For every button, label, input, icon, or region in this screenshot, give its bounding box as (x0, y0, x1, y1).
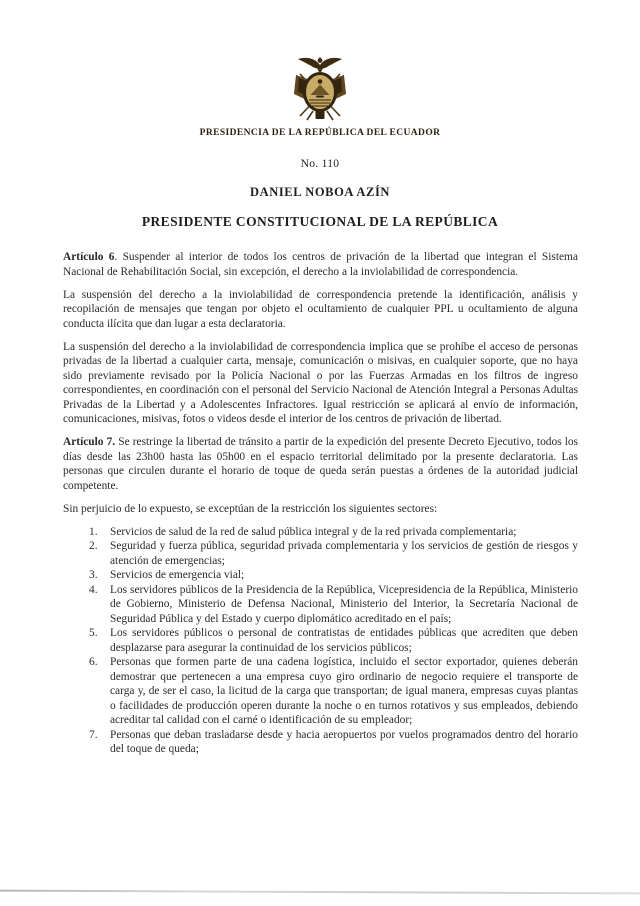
list-item-number: 1. (89, 525, 98, 538)
list-item (63, 539, 578, 568)
decree-number: No. 110 (300, 158, 340, 170)
page-bottom-scan-edge (0, 890, 640, 895)
list-item (63, 568, 578, 583)
list-item-number: 7. (89, 728, 98, 741)
president-name: DANIEL NOBOA AZÍN (249, 185, 391, 199)
document-header (0, 0, 640, 230)
institution-name: PRESIDENCIA DE LA REPÚBLICA DEL ECUADOR (199, 128, 441, 138)
article-6-label: Artículo 6 (63, 251, 115, 263)
article-7-paragraph (63, 435, 578, 493)
list-item-text: Servicios de emergencia vial; (110, 569, 245, 581)
list-item-text: Personas que deban trasladarse desde y hacia aeropuertos por vuelos programados dentro del horario del toque de queda; (110, 728, 578, 755)
list-item-text: Personas que formen parte de una cadena logística, incluido el sector exportador, quienes deberán demostrar que pertenecen a una empresa cuyo giro ordinario de negocio requiere el transporte de carga y, de ser el caso, la licitud de la carga que transportan; de igual manera, empresas cuyas plantas o facilidades de producción operen durante la noche o en turnos rotativos y sus empleados, debiendo acreditar tal calidad con el carné o identificación de su empleador; (110, 656, 578, 726)
list-item (63, 728, 578, 757)
list-item-text: Seguridad y fuerza pública, seguridad privada complementaria y los servicios de gestión de riesgos y atención de emergencias; (110, 540, 578, 567)
article-6-paragraph (63, 250, 578, 279)
article-6-text: . Suspender al interior de todos los centros de privación de la libertad que integran el Sistema Nacional de Rehabilitación Social, sin excepción, el derecho a la inviolabilidad de correspondencia. (63, 251, 578, 278)
list-item-text: Servicios de salud de la red de salud pública integral y de la red privada complementaria; (110, 525, 517, 538)
list-item-number: 6. (89, 656, 98, 668)
article-7-label: Artículo 7. (63, 436, 116, 448)
paragraph-correspondence-implication: La suspensión del derecho a la inviolabilidad de correspondencia implica que se prohíbe el acceso de personas privadas de la libertad a cualquier carta, mensaje, comunicación o misivas, en cualquier soporte, que no haya sido previamente revisado por la Policía Nacional o por las Fuerzas Armadas en los filtros de ingreso correspondientes, en coordinación con el personal del Servicio Nacional de Atención Integral a Personas Adultas Privadas de la Libertad y a Adolescentes Infractores. Igual restricción se aplicará al envío de información, comunicaciones, misivas, fotos o videos desde el interior de los centros de privación de libertad. (63, 340, 578, 425)
list-item (63, 655, 578, 728)
list-item (63, 626, 578, 655)
list-item (63, 525, 578, 540)
list-item-text: Los servidores públicos o personal de contratistas de entidades públicas que acrediten que deben desplazarse para asegurar la continuidad de los servicios públicos; (110, 627, 578, 654)
list-item-number: 4. (89, 583, 98, 596)
exceptions-intro: Sin perjuicio de lo expuesto, se exceptúan de la restricción los siguientes sectores: (63, 502, 438, 515)
emblem-container (0, 0, 640, 122)
president-title: PRESIDENTE CONSTITUCIONAL DE LA REPÚBLICA (141, 214, 499, 229)
exceptions-list (63, 525, 578, 757)
list-item-text: Los servidores públicos de la Presidencia de la República, Vicepresidencia de la República, Ministerio de Gobierno, Ministerio de Defensa Nacional, Ministerio del Interior, la Secretaría Nacional de Seguridad Pública y del Estado y cuerpo diplomático acreditado en el país; (110, 583, 578, 625)
list-item (63, 583, 578, 627)
document-body (63, 250, 578, 757)
paragraph-correspondence-purpose: La suspensión del derecho a la inviolabilidad de correspondencia pretende la identificación, análisis y recopilación de mensajes que tengan por objeto el ocultamiento de cualquier PPL u ocultamiento de alguna conducta ilícita que dan lugar a esta declaratoria. (63, 288, 578, 330)
article-7-text: Se restringe la libertad de tránsito a partir de la expedición del presente Decreto Ejecutivo, todos los días desde las 23h00 hasta las 05h00 en el espacio territorial delimitado por la presente declaratoria. Las personas que circulen durante el horario de toque de queda serán puestas a órdenes de la autoridad judicial competente. (63, 436, 578, 492)
ecuador-coat-of-arms-icon (287, 54, 353, 122)
list-item-number: 5. (89, 627, 98, 639)
list-item-number: 3. (89, 569, 98, 581)
list-item-number: 2. (89, 540, 98, 552)
